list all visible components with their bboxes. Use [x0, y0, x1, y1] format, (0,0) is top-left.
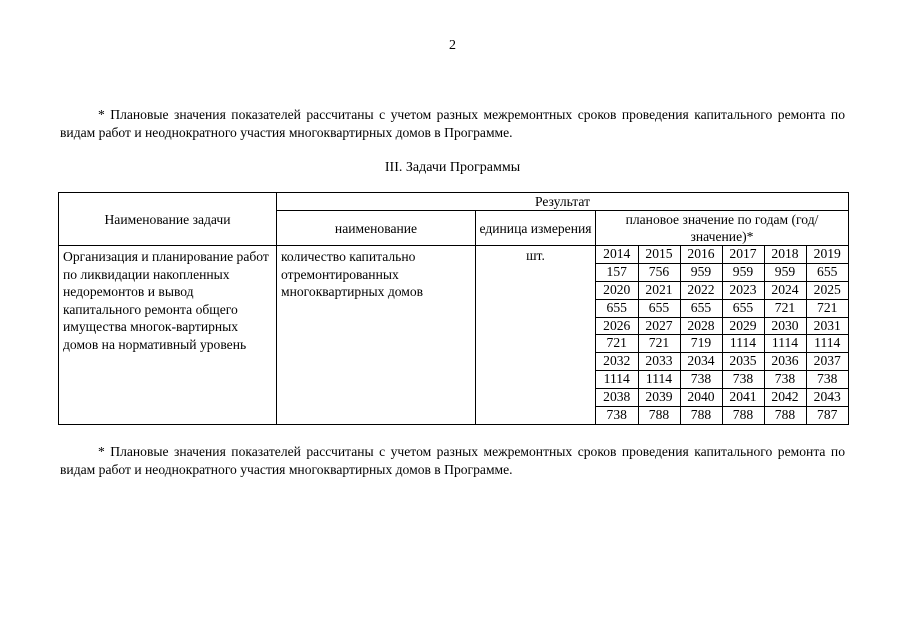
- plan-value-cell: 655: [638, 299, 680, 317]
- section-title: III. Задачи Программы: [384, 160, 521, 175]
- plan-value-cell: 721: [806, 299, 848, 317]
- plan-years-row: [596, 317, 848, 335]
- plan-year-cell: 2042: [764, 389, 806, 407]
- plan-value-cell: 655: [722, 299, 764, 317]
- plan-value-cell: 721: [638, 335, 680, 353]
- plan-value-cell: 1114: [638, 371, 680, 389]
- plan-year-cell: 2037: [806, 353, 848, 371]
- plan-year-cell: 2028: [680, 317, 722, 335]
- plan-year-cell: 2029: [722, 317, 764, 335]
- unit-cell: шт.: [476, 246, 596, 425]
- plan-year-cell: 2031: [806, 317, 848, 335]
- footnote-bottom: [60, 443, 845, 479]
- plan-value-cell: 788: [638, 407, 680, 424]
- header-result: Результат: [277, 193, 849, 211]
- plan-values-row: [596, 263, 848, 281]
- footnote-top-text: * Плановые значения показателей рассчитаны с учетом разных межремонтных сроков проведения капитального ремонта по видам работ и неоднократного участия многоквартирных домов в Программе.: [60, 107, 845, 140]
- plan-value-cell: 721: [596, 335, 638, 353]
- plan-year-cell: 2019: [806, 246, 848, 263]
- plan-value-cell: 959: [722, 263, 764, 281]
- footnote-bottom-text: * Плановые значения показателей рассчитаны с учетом разных межремонтных сроков проведения капитального ремонта по видам работ и неоднократного участия многоквартирных домов в Программе.: [60, 444, 845, 477]
- plan-values-row: [596, 407, 848, 424]
- plan-value-cell: 655: [596, 299, 638, 317]
- plan-value-cell: 787: [817, 407, 838, 423]
- plan-year-cell: 2039: [638, 389, 680, 407]
- plan-value-cell: 959: [764, 263, 806, 281]
- plan-year-cell: 2043: [806, 389, 848, 407]
- plan-year-cell: 2026: [596, 317, 638, 335]
- plan-value-cell: 738: [596, 407, 638, 424]
- plan-value-cell: 738: [722, 371, 764, 389]
- footnote-top: [60, 106, 845, 142]
- plan-year-cell: 2021: [638, 281, 680, 299]
- plan-value-cell: 738: [806, 371, 848, 389]
- header-unit: единица измерения: [476, 211, 596, 246]
- plan-year-cell: 2016: [680, 246, 722, 263]
- plan-value-cell: 788: [680, 407, 722, 424]
- plan-value-cell: 655: [806, 263, 848, 281]
- task-cell: Организация и планирование работ по ликвидации накопленных недоремонтов и вывод капитального ремонта общего имущества многок-вартирных домов на нормативный уровень: [59, 246, 277, 425]
- tasks-table: [58, 192, 849, 425]
- plan-year-cell: 2023: [722, 281, 764, 299]
- plan-year-cell: 2034: [680, 353, 722, 371]
- header-plan-values: плановое значение по годам (год/ значение)*: [596, 211, 849, 246]
- plan-year-cell: 2024: [764, 281, 806, 299]
- plan-year-cell: 2017: [722, 246, 764, 263]
- plan-value-cell: 959: [680, 263, 722, 281]
- plan-year-cell: 2036: [764, 353, 806, 371]
- plan-year-cell: 2025: [806, 281, 848, 299]
- header-indicator-name: наименование: [277, 211, 476, 246]
- plan-years-row: [596, 353, 848, 371]
- plan-value-cell: 756: [638, 263, 680, 281]
- plan-values-grid: [596, 246, 848, 424]
- plan-value-cell: 738: [680, 371, 722, 389]
- plan-year-cell: 2027: [638, 317, 680, 335]
- plan-value-cell: 1114: [764, 335, 806, 353]
- plan-value-cell: 721: [764, 299, 806, 317]
- plan-value-cell: 655: [680, 299, 722, 317]
- plan-year-cell: 2038: [596, 389, 638, 407]
- plan-year-cell: 2041: [722, 389, 764, 407]
- plan-year-cell: 2018: [764, 246, 806, 263]
- plan-value-cell: 788: [764, 407, 806, 424]
- plan-years-row: [596, 389, 848, 407]
- plan-year-cell: 2014: [596, 246, 638, 263]
- plan-years-row: [596, 246, 848, 263]
- indicator-cell: количество капитально отремонтированных многоквартирных домов: [277, 246, 476, 425]
- plan-year-cell: 2035: [722, 353, 764, 371]
- plan-year-cell: 2020: [596, 281, 638, 299]
- plan-value-cell: 719: [680, 335, 722, 353]
- plan-values-row: [596, 299, 848, 317]
- plan-values-row: [596, 371, 848, 389]
- plan-value-cell: 788: [722, 407, 764, 424]
- plan-value-cell: 1114: [806, 335, 848, 353]
- page-number: 2: [449, 38, 456, 53]
- plan-year-cell: 2040: [680, 389, 722, 407]
- plan-value-cell: 738: [764, 371, 806, 389]
- plan-value-cell: 1114: [596, 371, 638, 389]
- plan-year-cell: 2015: [638, 246, 680, 263]
- plan-value-cell: 157: [596, 263, 638, 281]
- header-task-name: Наименование задачи: [59, 193, 277, 246]
- plan-value-cell: 1114: [722, 335, 764, 353]
- plan-years-row: [596, 281, 848, 299]
- plan-year-cell: 2022: [680, 281, 722, 299]
- plan-year-cell: 2033: [638, 353, 680, 371]
- plan-values-cell: [596, 246, 849, 425]
- plan-year-cell: 2030: [764, 317, 806, 335]
- plan-values-row: [596, 335, 848, 353]
- plan-year-cell: 2032: [596, 353, 638, 371]
